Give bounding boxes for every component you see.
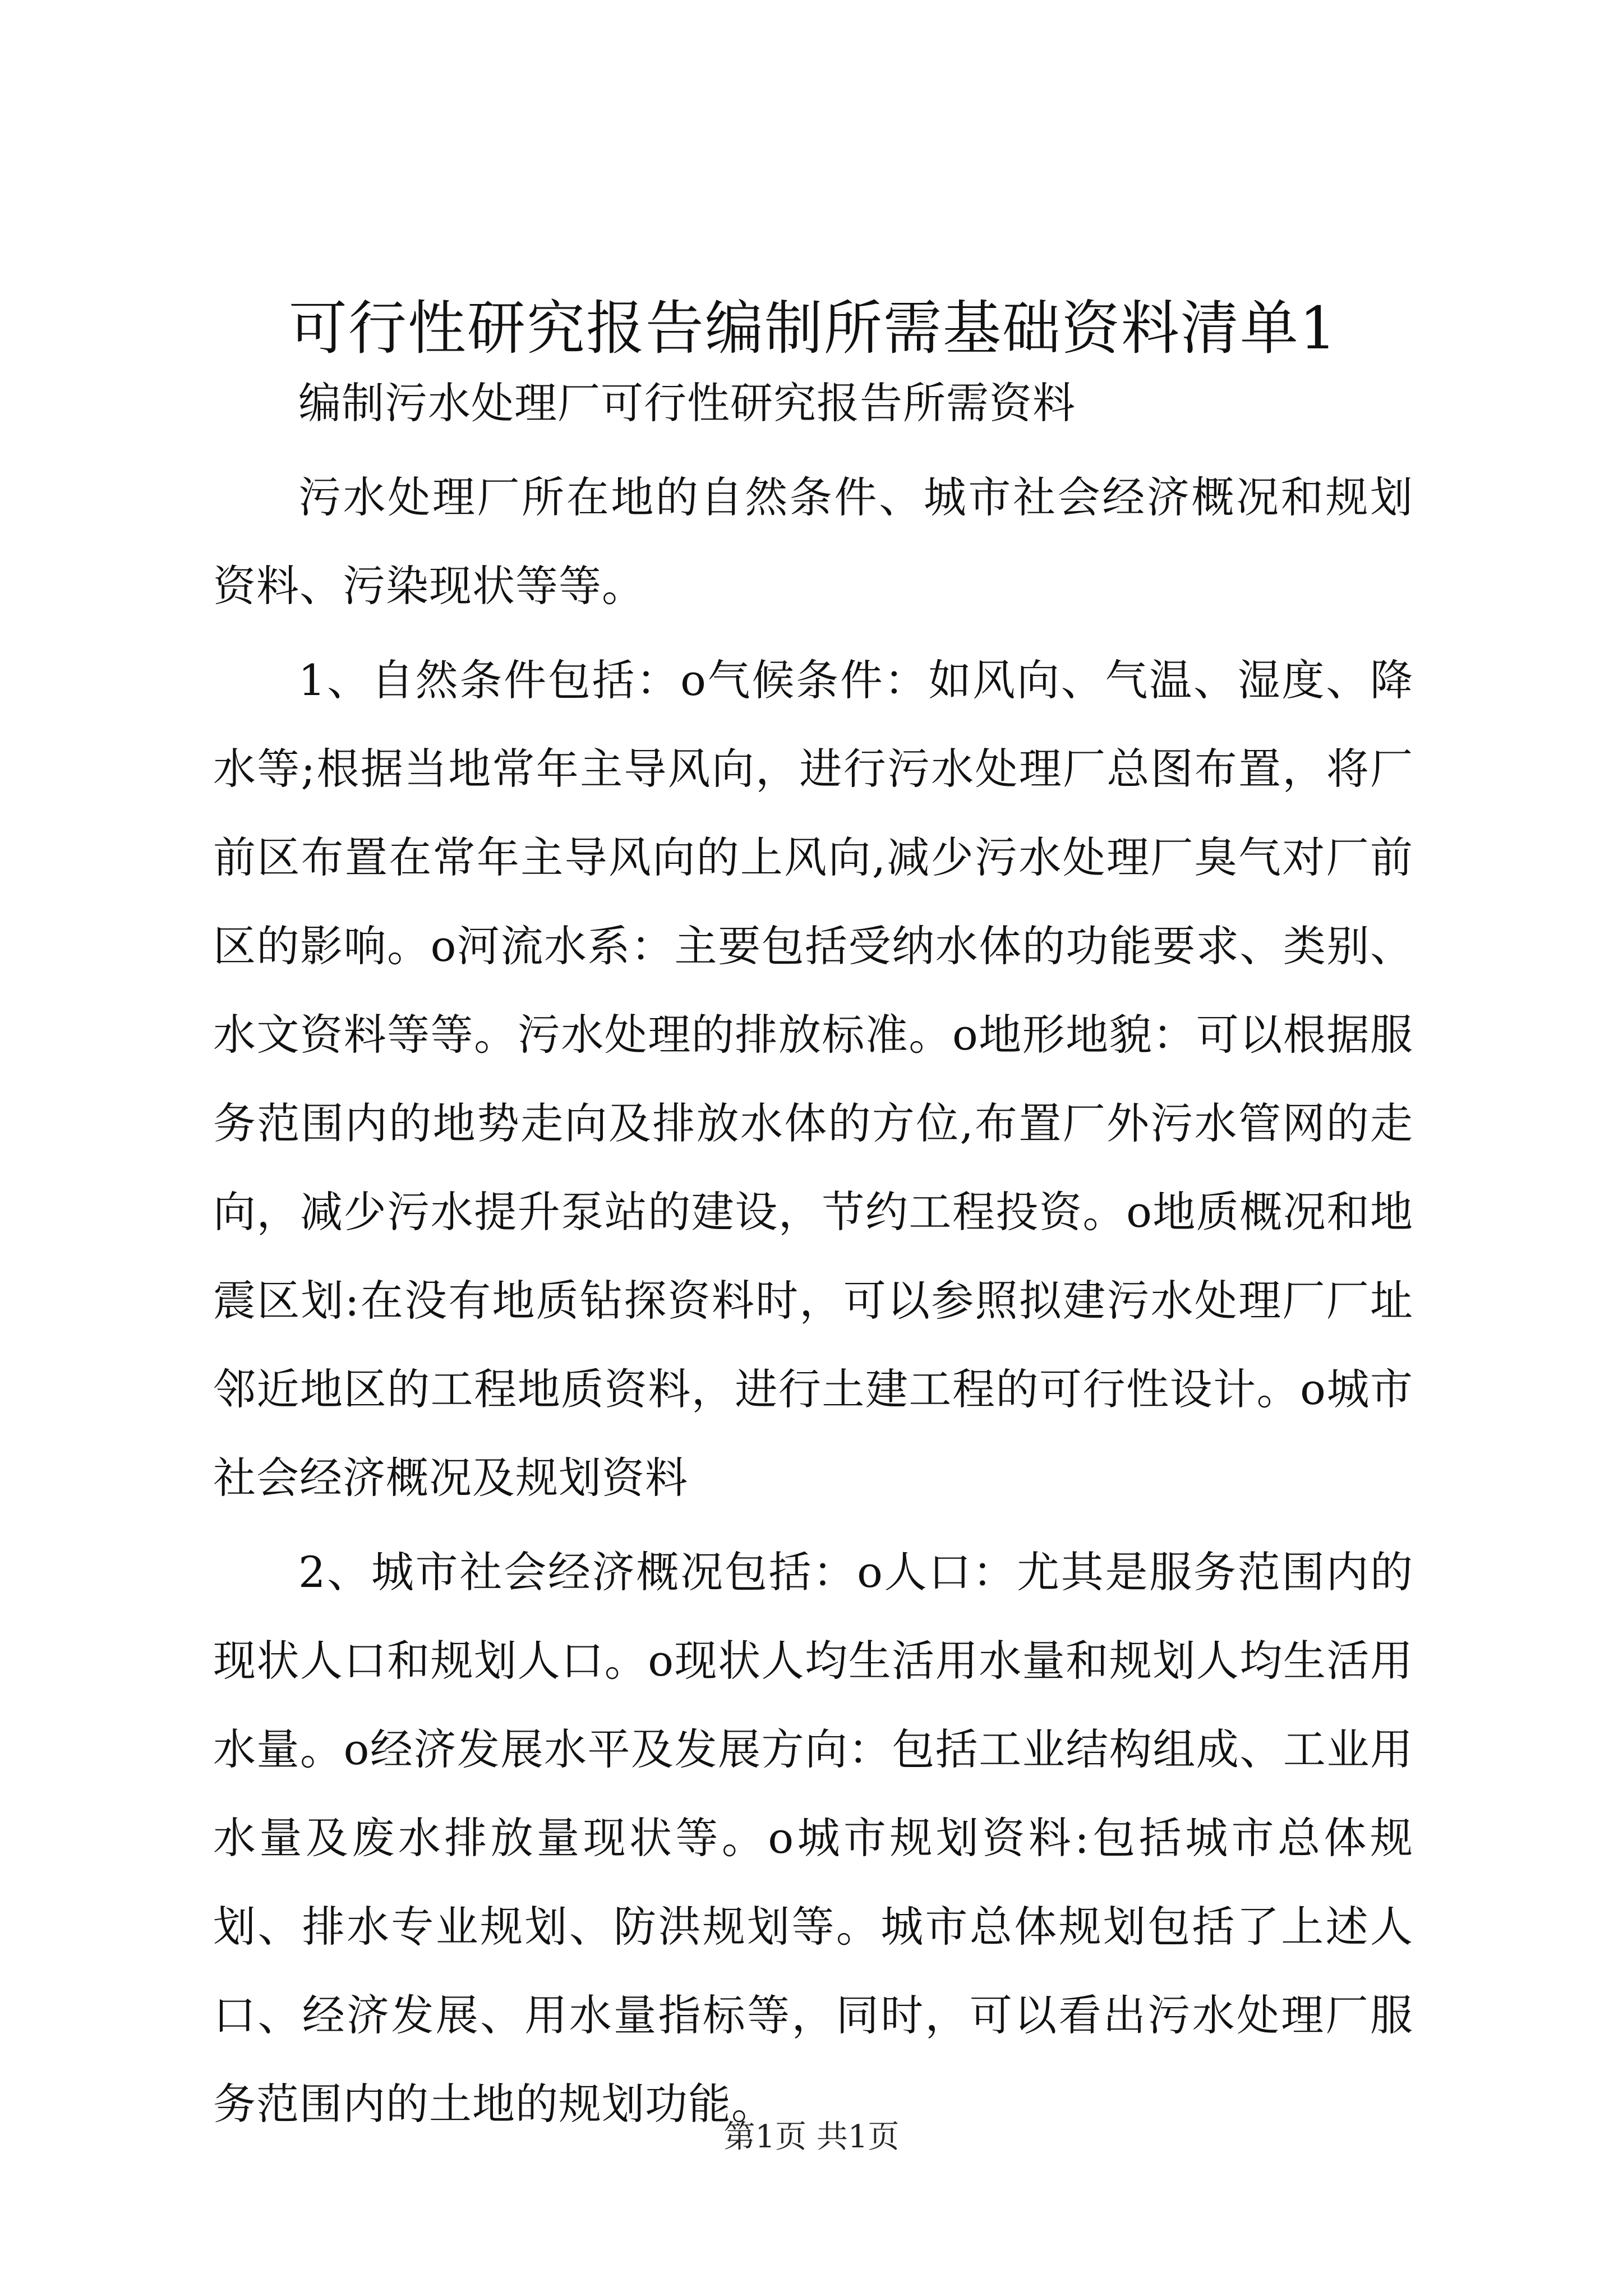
paragraph-natural-conditions: 1、自然条件包括：o气候条件：如风向、气温、湿度、降水等;根据当地常年主导风向，进行污水处理厂总图布置，将厂前区布置在常年主导风向的上风向,减少污水处理厂臭气对厂前区的影响。o河流水系：主要包括受纳水体的功能要求、类别、水文资料等等。污水处理的排放标准。o地形地貌：可以根据服务范围内的地势走向及排放水体的方位,布置厂外污水管网的走向，减少污水提升泵站的建设，节约工程投资。o地质概况和地震区划:在没有地质钻探资料时，可以参照拟建污水处理厂厂址邻近地区的工程地质资料，进行土建工程的可行性设计。o城市社会经济概况及规划资料 [213, 655, 1413, 1503]
paragraph-socioeconomic: 2、城市社会经济概况包括：o人口：尤其是服务范围内的现状人口和规划人口。o现状人均生活用水量和规划人均生活用水量。o经济发展水平及发展方向：包括工业结构组成、工业用水量及废水排放量现状等。o城市规划资料:包括城市总体规划、排水专业规划、防洪规划等。城市总体规划包括了上述人口、经济发展、用水量指标等，同时，可以看出污水处理厂服务范围内的土地的规划功能。 [213, 1547, 1413, 2129]
document-body [213, 359, 1413, 2148]
document-title: 可行性研究报告编制所需基础资料清单1 [288, 294, 1338, 362]
paragraph-intro: 污水处理厂所在地的自然条件、城市社会经济概况和规划资料、污染现状等等。 [213, 472, 1413, 611]
document-subtitle: 编制污水处理厂可行性研究报告所需资料 [298, 378, 1076, 428]
page-number-footer: 第1页 共1页 [723, 2119, 900, 2155]
